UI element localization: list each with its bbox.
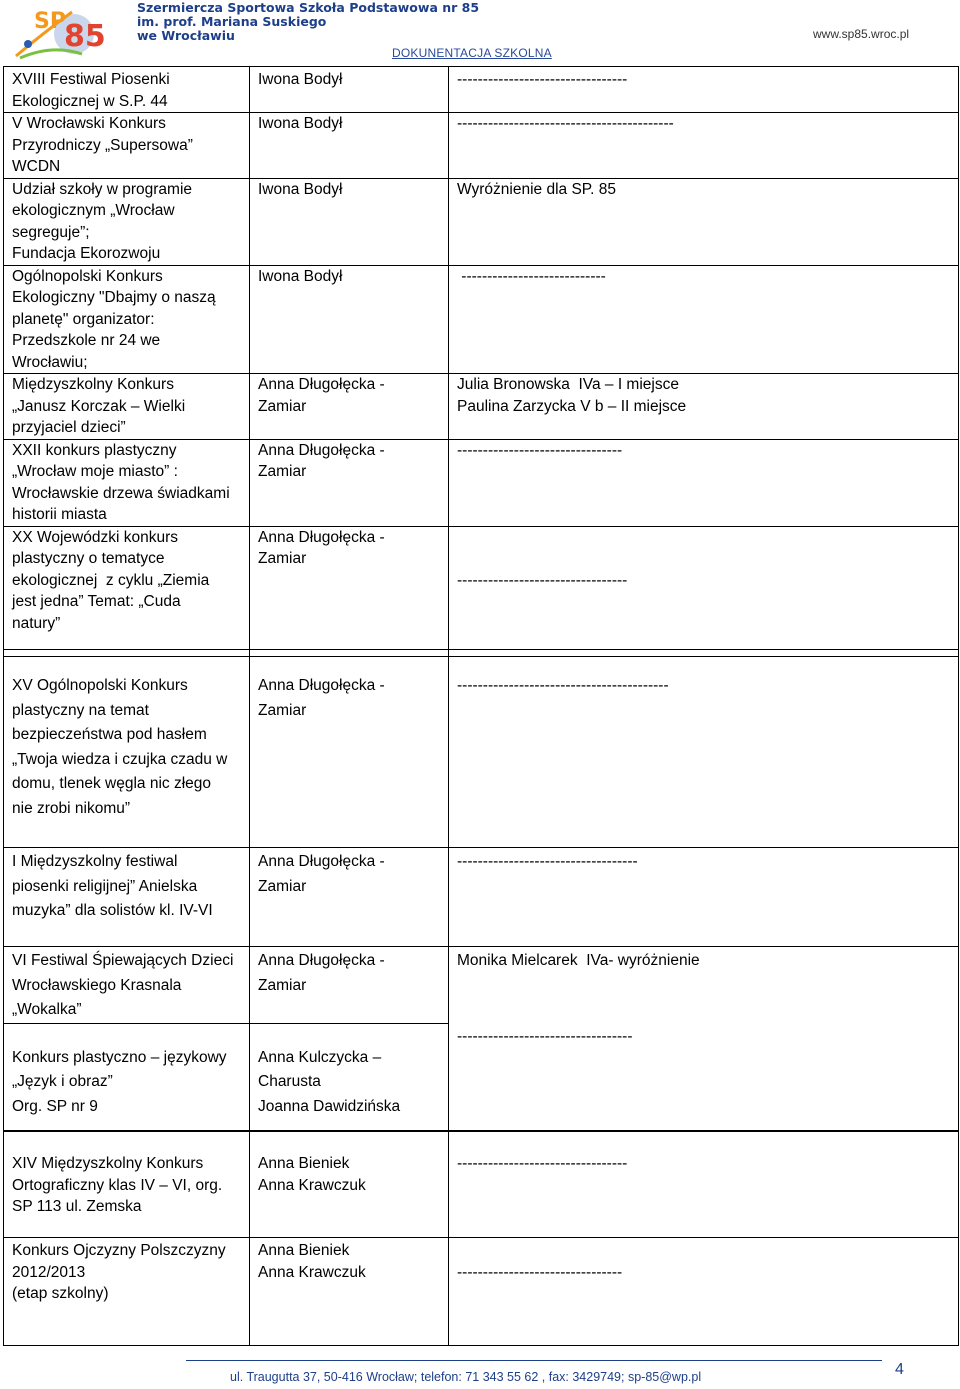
result-line: Paulina Zarzycka V b – II miejsce [457, 397, 687, 415]
competition-line: SP 113 ul. Zemska [12, 1198, 142, 1215]
teacher-line: Zamiar [258, 976, 307, 994]
table-row [4, 650, 959, 848]
competition-line: „Wokalka” [12, 1001, 82, 1018]
competition-line: XIV Międzyszkolny Konkurs [12, 1155, 204, 1172]
school-name-line2: im. prof. Mariana Suskiego [137, 14, 327, 29]
competition-line: Międzyszkolny Konkurs [12, 376, 174, 393]
cell-competition [4, 265, 250, 374]
cell-teacher [250, 265, 449, 374]
competition-line: ekologicznej z cyklu „Ziemia [12, 571, 210, 589]
competition-line: przyjaciel dzieci” [12, 419, 126, 436]
teacher-line: Anna Długołęcka - [258, 376, 385, 393]
result-line: -------------------------------- [457, 1263, 623, 1281]
competition-line: WCDN [12, 158, 61, 175]
cell-competition [4, 1023, 250, 1131]
cell-teacher [250, 1023, 449, 1131]
cell-teacher [250, 1131, 449, 1238]
cell-teacher [250, 178, 449, 265]
cell-result [449, 178, 959, 265]
competition-line: muzyka” dla solistów kl. IV-VI [12, 902, 213, 919]
school-name [137, 1, 479, 43]
cell-competition [4, 848, 250, 947]
table-row [4, 1238, 959, 1346]
competition-line: jest jedna” Temat: „Cuda [12, 593, 181, 610]
result-line: ------------------------------------------ [457, 115, 674, 132]
cell-teacher [250, 67, 449, 113]
cell-competition [4, 178, 250, 265]
competition-line: natury” [12, 614, 61, 632]
records-table-1 [3, 66, 959, 657]
competition-line: Fundacja Ekorozwoju [12, 245, 161, 262]
competition-line: Przedszkole nr 24 we [12, 332, 161, 349]
teacher-line: Anna Długołęcka - [258, 677, 385, 694]
footer-divider [186, 1360, 882, 1361]
result-line: --------------------------------- [457, 571, 628, 589]
competition-line: historii miasta [12, 506, 107, 523]
competition-line: nie zrobi nikomu” [12, 799, 131, 817]
school-name-line3: we Wrocławiu [137, 28, 235, 43]
teacher-line: Anna Długołęcka - [258, 528, 385, 546]
competition-line: I Międzyszkolny festiwal [12, 853, 178, 870]
teacher-line: Anna Krawczuk [258, 1176, 366, 1194]
teacher-line: Zamiar [258, 463, 307, 480]
competition-line: V Wrocławski Konkurs [12, 115, 166, 132]
competition-line: Ortograficzny klas IV – VI, org. [12, 1176, 223, 1194]
result-line: ----------------------------------------- [457, 677, 669, 694]
page-number: 4 [895, 1361, 904, 1378]
table-row [4, 265, 959, 374]
competition-line: Org. SP nr 9 [12, 1097, 98, 1115]
result-line: Julia Bronowska IVa – I miejsce [457, 376, 679, 393]
competition-line: plastyczny o tematyce [12, 550, 165, 567]
teacher-line: Iwona Bodył [258, 180, 343, 198]
competition-line: domu, tlenek węgla nic złego [12, 775, 212, 792]
competition-line: XXII konkurs plastyczny [12, 441, 177, 459]
cell-result [449, 526, 959, 656]
competition-line: XX Wojewódzki konkurs [12, 528, 178, 546]
competition-line: Wrocławskiego Krasnala [12, 976, 182, 994]
records-table-2 [3, 649, 959, 1132]
cell-teacher [250, 374, 449, 440]
teacher-line: Anna Długołęcka - [258, 853, 385, 870]
result-line: --------------------------------- [457, 71, 628, 88]
footer-address: ul. Traugutta 37, 50-416 Wrocław; telefon: 71 343 55 62 , fax: 3429749; sp-85@wp.pl [230, 1370, 702, 1384]
logo-sp-text: SP [34, 9, 66, 34]
teacher-line: Anna Długołęcka - [258, 952, 385, 969]
cell-competition [4, 947, 250, 1024]
result-line: --------------------------------- [457, 1155, 628, 1172]
cell-competition [4, 439, 250, 526]
school-logo [12, 4, 116, 60]
result-line [457, 527, 950, 549]
competition-line: Ekologicznej w S.P. 44 [12, 92, 168, 110]
result-line: ---------------------------------- [457, 1028, 633, 1045]
cell-result [449, 848, 959, 947]
teacher-line: Anna Kulczycka – [258, 1048, 382, 1066]
cell-result [449, 113, 959, 179]
table-row [4, 526, 959, 656]
competition-line: bezpieczeństwa pod hasłem [12, 726, 207, 743]
table-row [4, 848, 959, 947]
competition-line: Ekologiczny "Dbajmy o naszą [12, 289, 216, 306]
competition-line: segreguje”; [12, 223, 90, 241]
competition-line: plastyczny na temat [12, 701, 149, 719]
school-name-line1: Szermiercza Sportowa Szkoła Podstawowa nr 85 [137, 0, 480, 15]
teacher-line: Anna Krawczuk [258, 1263, 366, 1281]
cell-competition [4, 526, 250, 656]
competition-line: ekologicznym „Wrocław [12, 202, 175, 219]
cell-teacher [250, 947, 449, 1024]
cell-result [449, 1023, 959, 1131]
result-line [457, 1240, 950, 1262]
competition-line: Przyrodniczy „Supersowa” [12, 136, 193, 154]
logo-number-text: 85 [64, 19, 106, 54]
competition-line: piosenki religijnej” Anielska [12, 877, 198, 895]
cell-result [449, 265, 959, 374]
cell-result [449, 374, 959, 440]
cell-competition [4, 1238, 250, 1346]
competition-line: XV Ogólnopolski Konkurs [12, 677, 188, 694]
document-label[interactable]: DOKUNENTACJA SZKOLNA [392, 46, 552, 60]
competition-line: 2012/2013 [12, 1263, 86, 1281]
competition-line: Wrocławiu; [12, 353, 88, 371]
teacher-line: Iwona Bodył [258, 267, 343, 285]
cell-teacher [250, 1238, 449, 1346]
teacher-line: Zamiar [258, 877, 307, 895]
competition-line: „Janusz Korczak – Wielki [12, 397, 186, 415]
competition-line: „Wrocław moje miasto” : [12, 463, 178, 480]
table-row [4, 67, 959, 113]
website-link[interactable]: www.sp85.wroc.pl [813, 27, 910, 41]
teacher-line: Joanna Dawidzińska [258, 1097, 401, 1115]
cell-result [449, 67, 959, 113]
competition-line: (etap szkolny) [12, 1285, 109, 1302]
cell-result [449, 1238, 959, 1346]
cell-competition [4, 374, 250, 440]
result-line: -------------------------------- [457, 441, 623, 459]
cell-result [449, 439, 959, 526]
competition-line: VI Festiwal Śpiewających Dzieci [12, 952, 234, 969]
teacher-line: Iwona Bodył [258, 71, 343, 88]
cell-result [449, 1131, 959, 1238]
competition-line: XVIII Festiwal Piosenki [12, 71, 170, 88]
teacher-line: Zamiar [258, 550, 307, 567]
teacher-line: Zamiar [258, 397, 307, 415]
cell-competition [4, 67, 250, 113]
result-line [457, 548, 950, 570]
result-line: Wyróżnienie dla SP. 85 [457, 180, 616, 198]
teacher-line: Anna Bieniek [258, 1242, 350, 1259]
cell-teacher [250, 848, 449, 947]
competition-line: Konkurs plastyczno – językowy [12, 1048, 227, 1066]
teacher-line: Anna Bieniek [258, 1155, 350, 1172]
cell-result [449, 947, 959, 1024]
result-line: Monika Mielcarek IVa- wyróżnienie [457, 952, 700, 969]
cell-teacher [250, 439, 449, 526]
table-row [4, 947, 959, 1024]
competition-line: planetę" organizator: [12, 310, 155, 328]
cell-teacher [250, 650, 449, 848]
teacher-line: Charusta [258, 1073, 321, 1090]
records-table-3 [3, 1130, 959, 1346]
cell-teacher [250, 526, 449, 656]
cell-competition [4, 650, 250, 848]
teacher-line: Zamiar [258, 701, 307, 719]
table-row [4, 1131, 959, 1238]
table-row [4, 113, 959, 179]
cell-result [449, 650, 959, 848]
competition-line: „Twoja wiedza i czujka czadu w [12, 750, 228, 768]
competition-line: Wrocławskie drzewa świadkami [12, 484, 230, 502]
teacher-line: Iwona Bodył [258, 115, 343, 132]
teacher-line: Anna Długołęcka - [258, 441, 385, 459]
table-row [4, 439, 959, 526]
cell-competition [4, 1131, 250, 1238]
competition-line: Ogólnopolski Konkurs [12, 267, 163, 285]
table-row [4, 1023, 959, 1131]
table-row [4, 374, 959, 440]
cell-teacher [250, 113, 449, 179]
competition-line: „Język i obraz” [12, 1073, 113, 1090]
cell-competition [4, 113, 250, 179]
result-line: ---------------------------- [457, 267, 606, 285]
result-line: ----------------------------------- [457, 853, 638, 870]
competition-line: Konkurs Ojczyzny Polszczyzny [12, 1242, 226, 1259]
table-row [4, 178, 959, 265]
competition-line: Udział szkoły w programie [12, 180, 193, 198]
